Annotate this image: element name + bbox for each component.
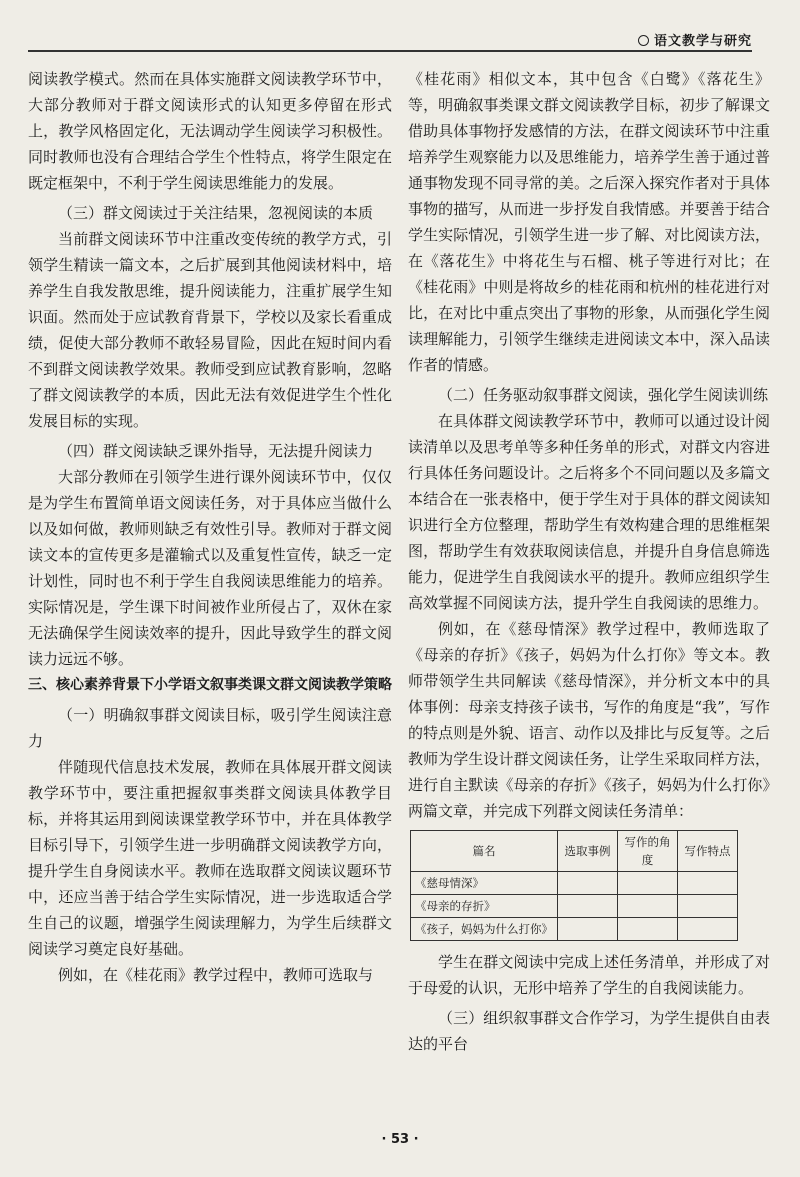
paragraph: 例如，在《慈母情深》教学过程中，教师选取了《母亲的存折》《孩子，妈妈为什么打你》等文本。教师带领学生共同解读《慈母情深》，并分析文本中的具体事例：母亲支持孩子读书，写作的角度是“我”，写作的特点则是外貌、语言、动作以及排比与反复等。之后教师为学生设计群文阅读任务，让学生采取同样方法，进行自主默读《母亲的存折》《孩子，妈妈为什么打你》两篇文章，并完成下列群文阅读任务清单： <box>408 620 770 820</box>
table-cell <box>558 872 618 895</box>
table-header-row <box>411 831 738 872</box>
table-cell <box>618 918 678 941</box>
section-heading: （一）明确叙事群文阅读目标，吸引学生阅读注意力 <box>28 706 392 750</box>
section-heading: （三）组织叙事群文合作学习，为学生提供自由表达的平台 <box>408 1009 770 1053</box>
paragraph: 阅读教学模式。然而在具体实施群文阅读教学环节中，大部分教师对于群文阅读形式的认知更多停留在形式上，教学风格固定化，无法调动学生阅读学习积极性。同时教师也没有合理结合学生个性特点，将学生限定在既定框架中，不利于学生阅读思维能力的发展。 <box>28 70 392 192</box>
journal-title-text: 语文教学与研究 <box>653 34 752 49</box>
table-cell <box>678 895 738 918</box>
circle-icon <box>638 35 649 46</box>
table-cell-title: 《母亲的存折》 <box>411 895 558 918</box>
table-row <box>411 895 738 918</box>
table-row <box>411 872 738 895</box>
paragraph: 当前群文阅读环节中注重改变传统的教学方式，引领学生精读一篇文本，之后扩展到其他阅读材料中，培养学生自我发散思维，提升阅读能力，注重扩展学生知识面。然而处于应试教育背景下，学校以及家长看重成绩，促使大部分教师不敢轻易冒险，因此在短时间内看不到群文阅读教学效果。教师受到应试教育影响，忽略了群文阅读教学的本质，因此无法有效促进学生个性化发展目标的实现。 <box>28 230 392 430</box>
table-cell <box>558 918 618 941</box>
table-header: 写作的角度 <box>618 831 678 872</box>
page-header <box>28 28 752 52</box>
right-column <box>408 66 770 1057</box>
table-cell <box>678 918 738 941</box>
journal-title <box>638 30 752 49</box>
table-cell <box>618 872 678 895</box>
chapter-heading: 三、核心素养背景下小学语文叙事类课文群文阅读教学策略 <box>28 677 392 693</box>
table-cell <box>678 872 738 895</box>
paragraph: 伴随现代信息技术发展，教师在具体展开群文阅读教学环节中，要注重把握叙事类群文阅读具体教学目标，并将其运用到阅读课堂教学环节中，并在具体教学目标引导下，引领学生进一步明确群文阅读教学方向，提升学生自身阅读水平。教师在选取群文阅读议题环节中，还应当善于结合学生实际情况，进一步选取适合学生自己的议题，增强学生阅读理解力，为学生后续群文阅读学习奠定良好基础。 <box>28 758 392 958</box>
reading-task-table <box>410 830 738 941</box>
page-number: · 53 · <box>381 1132 419 1147</box>
paragraph: 例如，在《桂花雨》教学过程中，教师可选取与 <box>58 966 374 984</box>
table-header: 选取事例 <box>558 831 618 872</box>
table-cell <box>558 895 618 918</box>
table-cell <box>618 895 678 918</box>
table-cell-title: 《慈母情深》 <box>411 872 558 895</box>
table-cell-title: 《孩子，妈妈为什么打你》 <box>411 918 558 941</box>
paragraph: 在具体群文阅读教学环节中，教师可以通过设计阅读清单以及思考单等多种任务单的形式，对群文内容进行具体任务问题设计。之后将多个不同问题以及多篇文本结合在一张表格中，便于学生对于具体的群文阅读知识进行全方位整理，帮助学生有效构建合理的思维框架图，帮助学生有效获取阅读信息，并提升自身信息筛选能力，促进学生自我阅读水平的提升。教师应组织学生高效掌握不同阅读方法，提升学生自我阅读的思维力。 <box>408 412 770 612</box>
section-heading: （四）群文阅读缺乏课外指导，无法提升阅读力 <box>58 442 374 460</box>
table-header: 写作特点 <box>678 831 738 872</box>
paragraph: 学生在群文阅读中完成上述任务清单，并形成了对于母爱的认识，无形中培养了学生的自我阅读能力。 <box>408 953 770 997</box>
paragraph: 大部分教师在引领学生进行课外阅读环节中，仅仅是为学生布置简单语文阅读任务，对于具体应当做什么以及如何做，教师则缺乏有效性引导。教师对于群文阅读文本的宣传更多是灌输式以及重复性宣传，缺乏一定计划性，同时也不利于学生自我阅读思维能力的培养。实际情况是，学生课下时间被作业所侵占了，双休在家无法确保学生阅读效率的提升，因此导致学生的群文阅读力远远不够。 <box>28 468 392 668</box>
table-row <box>411 918 738 941</box>
left-column <box>28 66 392 988</box>
paragraph: 《桂花雨》相似文本，其中包含《白鹭》《落花生》等，明确叙事类课文群文阅读教学目标，初步了解课文借助具体事物抒发感情的方法，在群文阅读环节中注重培养学生观察能力以及思维能力，培养学生善于通过普通事物发现不同寻常的美。之后深入探究作者对于具体事物的描写，从而进一步抒发自我情感。并要善于结合学生实际情况，引领学生进一步了解、对比阅读方法，在《落花生》中将花生与石榴、桃子等进行对比；在《桂花雨》中则是将故乡的桂花雨和杭州的桂花进行对比，在对比中重点突出了事物的形象，从而强化学生阅读理解能力，引领学生继续走进阅读文本中，深入品读作者的情感。 <box>408 70 770 374</box>
section-heading: （三）群文阅读过于关注结果，忽视阅读的本质 <box>58 204 374 222</box>
table-header: 篇名 <box>411 831 558 872</box>
section-heading: （二）任务驱动叙事群文阅读，强化学生阅读训练 <box>438 386 769 404</box>
